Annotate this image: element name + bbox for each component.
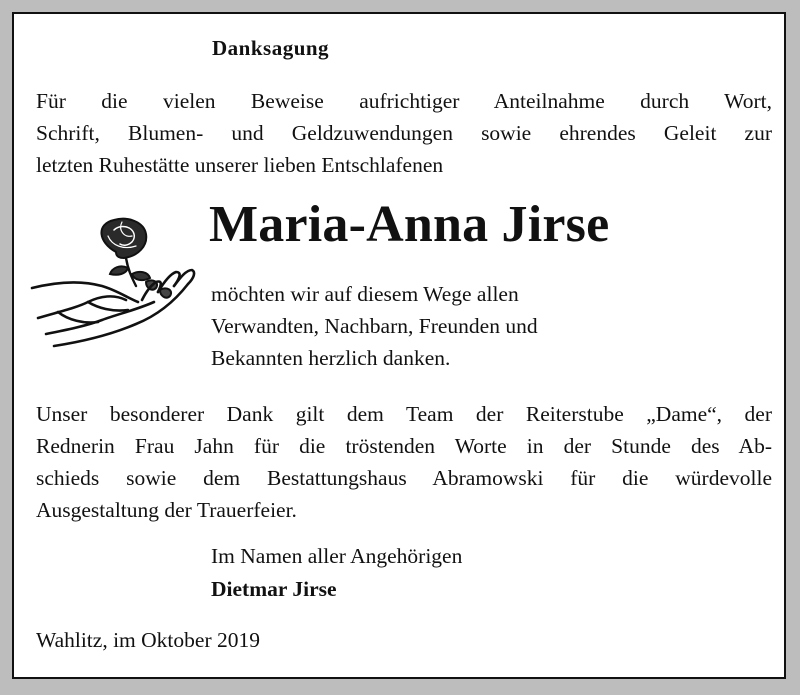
intro-line-1: Für die vielen Beweise aufrichtiger Anteilnahme durch Wort, [36, 89, 772, 113]
signature-name: Dietmar Jirse [211, 577, 337, 601]
thanks-line-3: Bekannten herzlich danken. [211, 346, 451, 370]
intro-paragraph [36, 85, 772, 181]
deceased-name: Maria-Anna Jirse [209, 196, 610, 253]
special-line-4: Ausgestaltung der Trauerfeier. [36, 498, 297, 522]
thanks-line-1: möchten wir auf diesem Wege allen [211, 282, 519, 306]
thanks-line-2: Verwandten, Nachbarn, Freunden und [211, 314, 538, 338]
thanks-paragraph [211, 278, 538, 374]
special-line-1: Unser besonderer Dank gilt dem Team der Reiterstube „Dame“, der [36, 402, 772, 426]
special-line-3: schieds sowie dem Bestattungshaus Abramowski für die würdevolle [36, 466, 772, 490]
place-date: Wahlitz, im Oktober 2019 [36, 628, 260, 652]
intro-line-2: Schrift, Blumen- und Geldzuwendungen sowie ehrendes Geleit zur [36, 121, 772, 145]
obituary-card [12, 12, 786, 679]
hands-with-rose-icon [28, 212, 198, 352]
special-thanks-paragraph [36, 398, 772, 526]
heading: Danksagung [212, 36, 330, 60]
signature-intro: Im Namen aller Angehörigen [211, 544, 463, 568]
special-line-2: Rednerin Frau Jahn für die tröstenden Worte in der Stunde des Ab- [36, 434, 772, 458]
intro-line-3: letzten Ruhestätte unserer lieben Entschlafenen [36, 153, 444, 177]
